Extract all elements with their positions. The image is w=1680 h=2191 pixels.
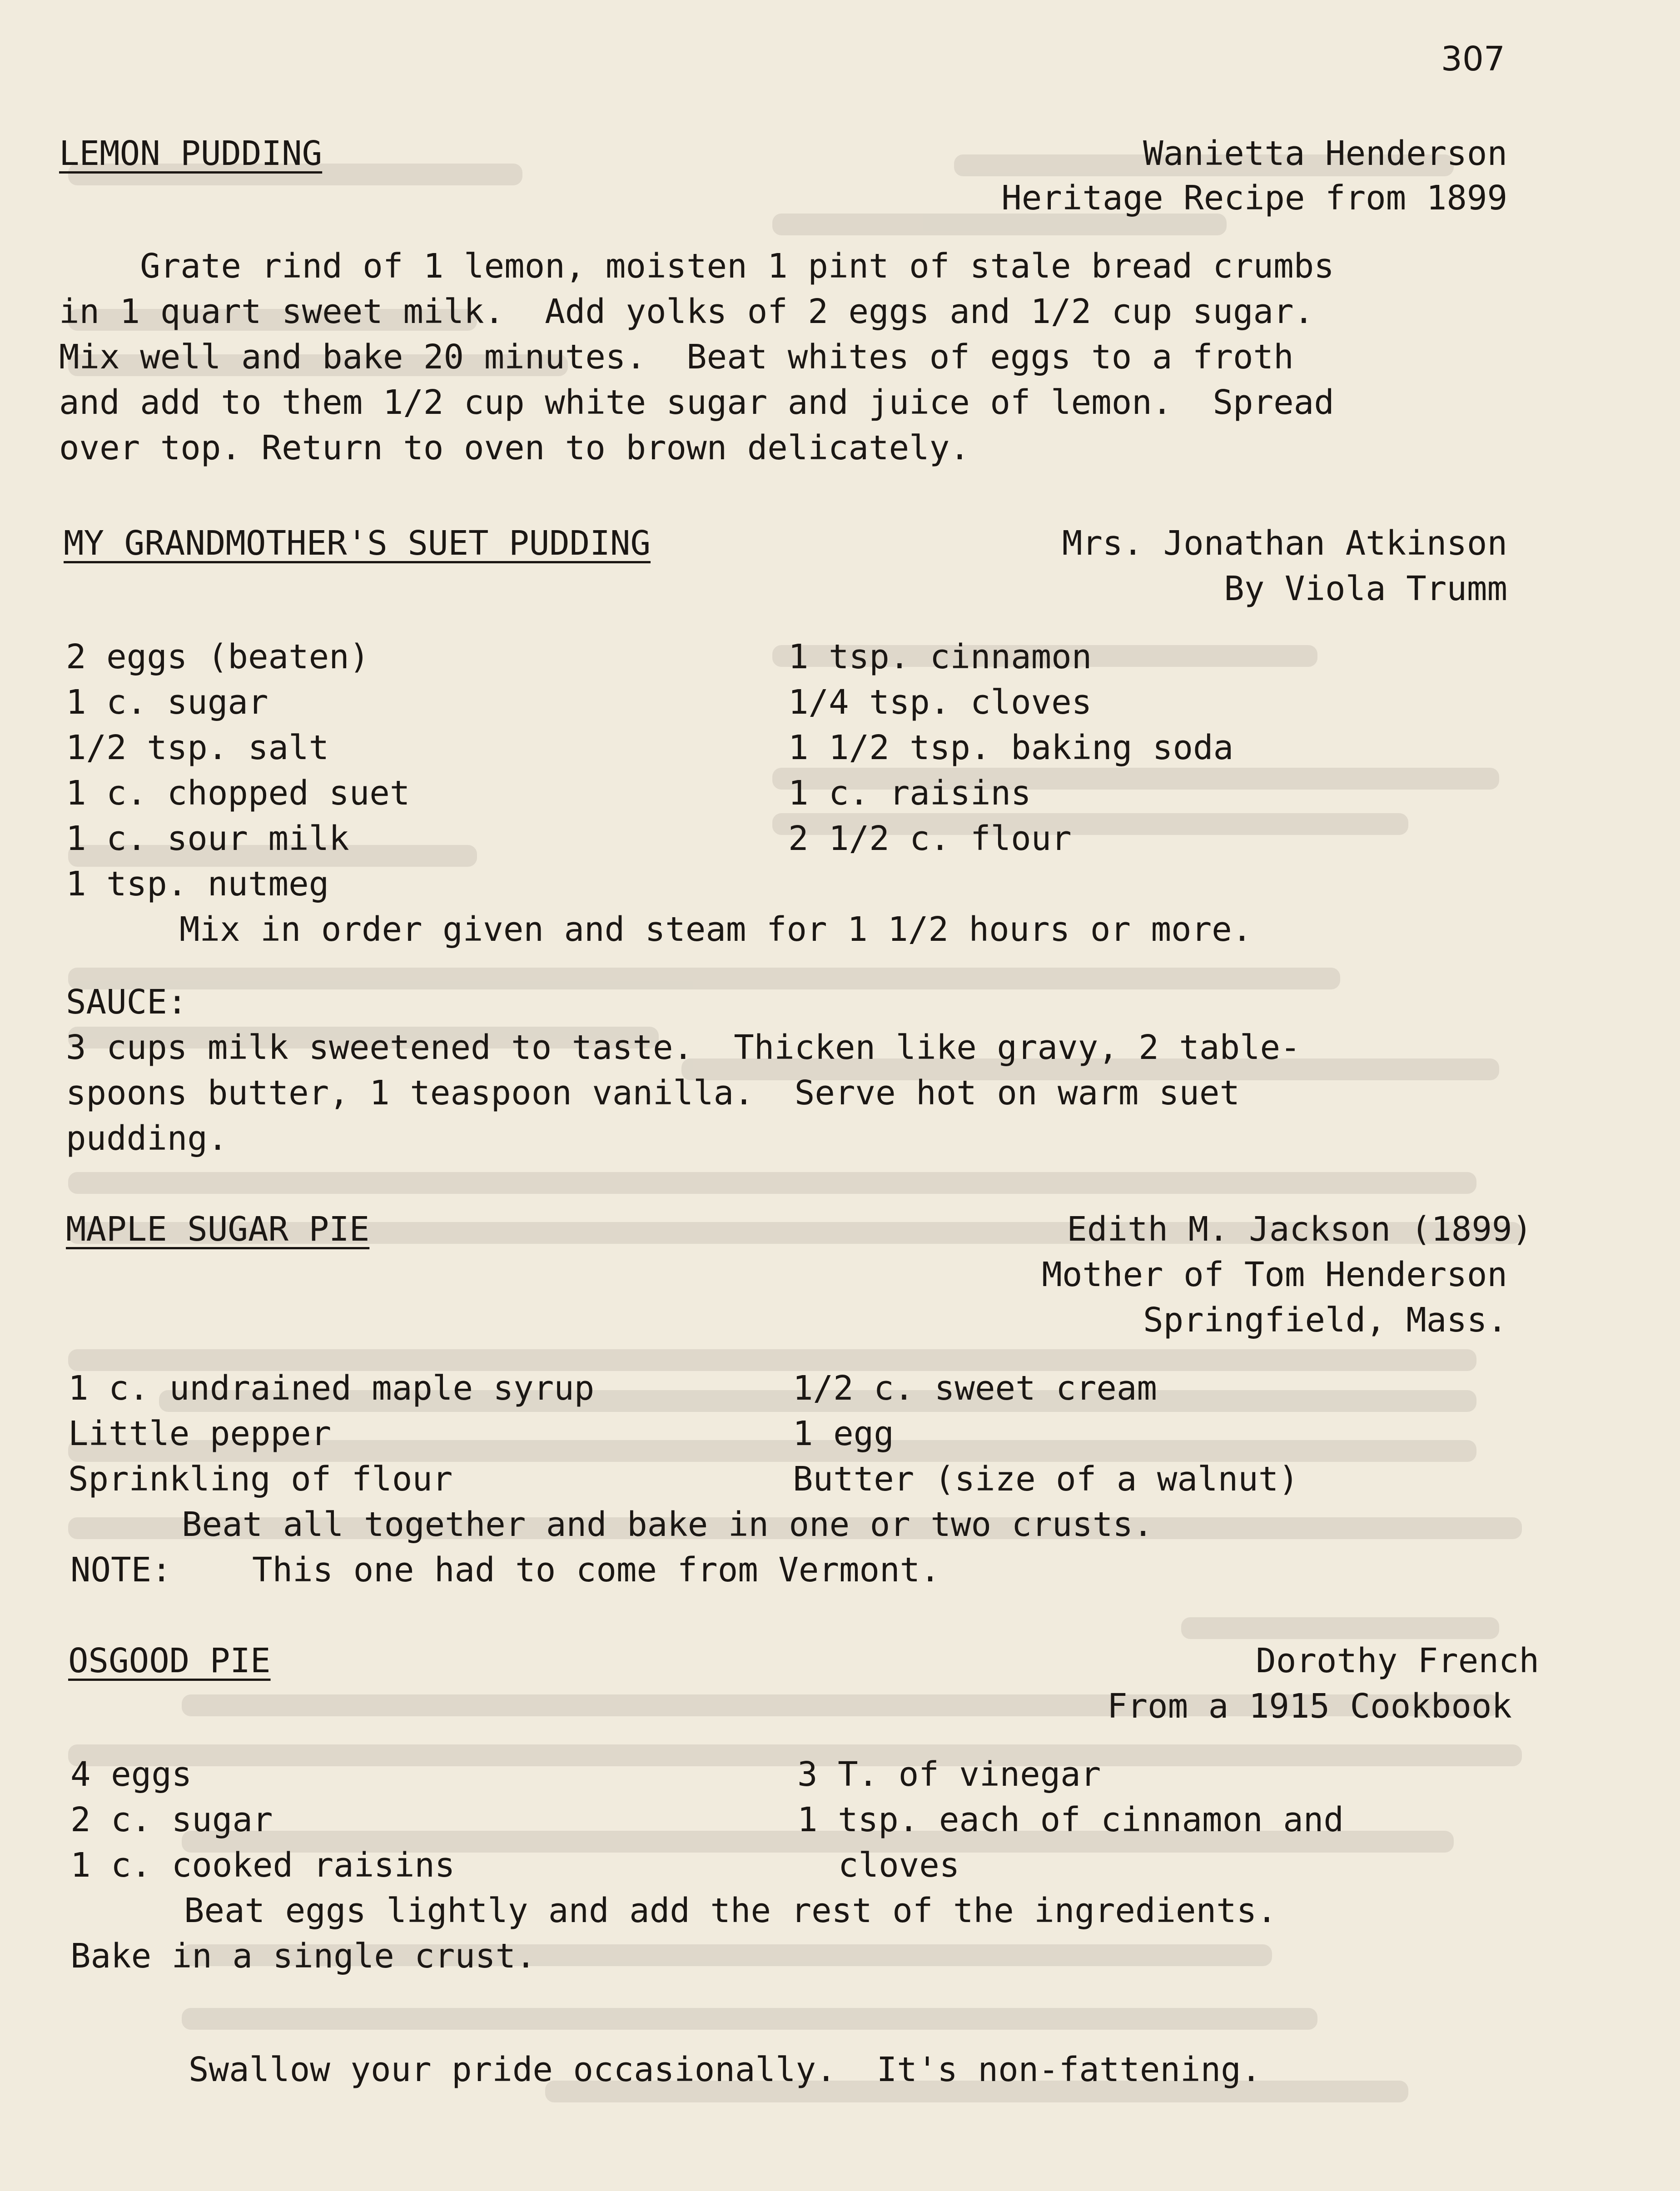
ingredient: 4 eggs	[70, 1755, 192, 1794]
page-number: 307	[1441, 40, 1505, 79]
ingredient: 1/4 tsp. cloves	[788, 683, 1092, 722]
ingredient: 1 1/2 tsp. baking soda	[788, 728, 1234, 767]
recipe-body-line: in 1 quart sweet milk. Add yolks of 2 eggs and 1/2 cup sugar.	[59, 292, 1314, 331]
ingredient: 1 egg	[793, 1414, 894, 1453]
recipe-instructions: Beat eggs lightly and add the rest of the ingredients.	[184, 1891, 1277, 1930]
recipe-author: Wanietta Henderson	[1143, 134, 1507, 173]
ingredient: Butter (size of a walnut)	[793, 1460, 1299, 1499]
recipe-source: From a 1915 Cookbook	[1107, 1687, 1512, 1726]
recipe-body-line: Mix well and bake 20 minutes. Beat whites of eggs to a froth	[59, 338, 1294, 377]
ingredient: 1 c. raisins	[788, 774, 1031, 813]
ingredient: 2 eggs (beaten)	[66, 637, 370, 676]
ingredient: 3 T. of vinegar	[797, 1755, 1101, 1794]
recipe-relation: Mother of Tom Henderson	[1042, 1255, 1507, 1294]
ingredient: 1 c. sugar	[66, 683, 268, 722]
ingredient: 2 1/2 c. flour	[788, 819, 1072, 858]
recipe-body-line: over top. Return to oven to brown delicately.	[59, 428, 970, 467]
ingredient: Sprinkling of flour	[68, 1460, 453, 1499]
recipe-place: Springfield, Mass.	[1143, 1301, 1507, 1340]
recipe-author: Edith M. Jackson (1899)	[1067, 1210, 1532, 1249]
note-label: NOTE:	[70, 1550, 172, 1590]
closing-quote: Swallow your pride occasionally. It's non-fattening.	[189, 2050, 1262, 2089]
recipe-instructions: Bake in a single crust.	[70, 1937, 536, 1976]
sauce-text-line: 3 cups milk sweetened to taste. Thicken like gravy, 2 table-	[66, 1028, 1301, 1067]
recipe-title-osgood-pie: OSGOOD PIE	[68, 1641, 271, 1680]
note-text: This one had to come from Vermont.	[252, 1550, 940, 1590]
recipe-title-maple-sugar-pie: MAPLE SUGAR PIE	[66, 1210, 370, 1249]
ingredient: 1/2 tsp. salt	[66, 728, 329, 767]
recipe-title-suet-pudding: MY GRANDMOTHER'S SUET PUDDING	[64, 524, 651, 563]
recipe-author: Mrs. Jonathan Atkinson	[1062, 524, 1507, 563]
recipe-source: Heritage Recipe from 1899	[1001, 179, 1507, 218]
sauce-text-line: spoons butter, 1 teaspoon vanilla. Serve hot on warm suet	[66, 1073, 1240, 1113]
ingredient: 1 c. sour milk	[66, 819, 349, 858]
recipe-credit: By Viola Trumm	[1224, 569, 1507, 608]
ingredient: 2 c. sugar	[70, 1800, 273, 1839]
recipe-body-line: Grate rind of 1 lemon, moisten 1 pint of stale bread crumbs	[59, 247, 1334, 286]
ingredient: 1 c. undrained maple syrup	[68, 1369, 595, 1408]
ingredient: 1 tsp. cinnamon	[788, 637, 1092, 676]
recipe-body-line: and add to them 1/2 cup white sugar and juice of lemon. Spread	[59, 383, 1334, 422]
recipe-author: Dorothy French	[1256, 1641, 1539, 1680]
ingredient: 1/2 c. sweet cream	[793, 1369, 1157, 1408]
recipe-instructions: Mix in order given and steam for 1 1/2 hours or more.	[179, 910, 1253, 949]
ingredient: Little pepper	[68, 1414, 332, 1453]
ingredient: 1 c. chopped suet	[66, 774, 410, 813]
sauce-text-line: pudding.	[66, 1119, 228, 1158]
ingredient: 1 tsp. each of cinnamon and	[797, 1800, 1344, 1839]
recipe-instructions: Beat all together and bake in one or two crusts.	[182, 1505, 1153, 1544]
ingredient: 1 tsp. nutmeg	[66, 864, 329, 904]
ingredient: 1 c. cooked raisins	[70, 1846, 455, 1885]
sauce-label: SAUCE:	[66, 983, 188, 1022]
ingredient: cloves	[838, 1846, 960, 1885]
recipe-title-lemon-pudding: LEMON PUDDING	[59, 134, 323, 173]
